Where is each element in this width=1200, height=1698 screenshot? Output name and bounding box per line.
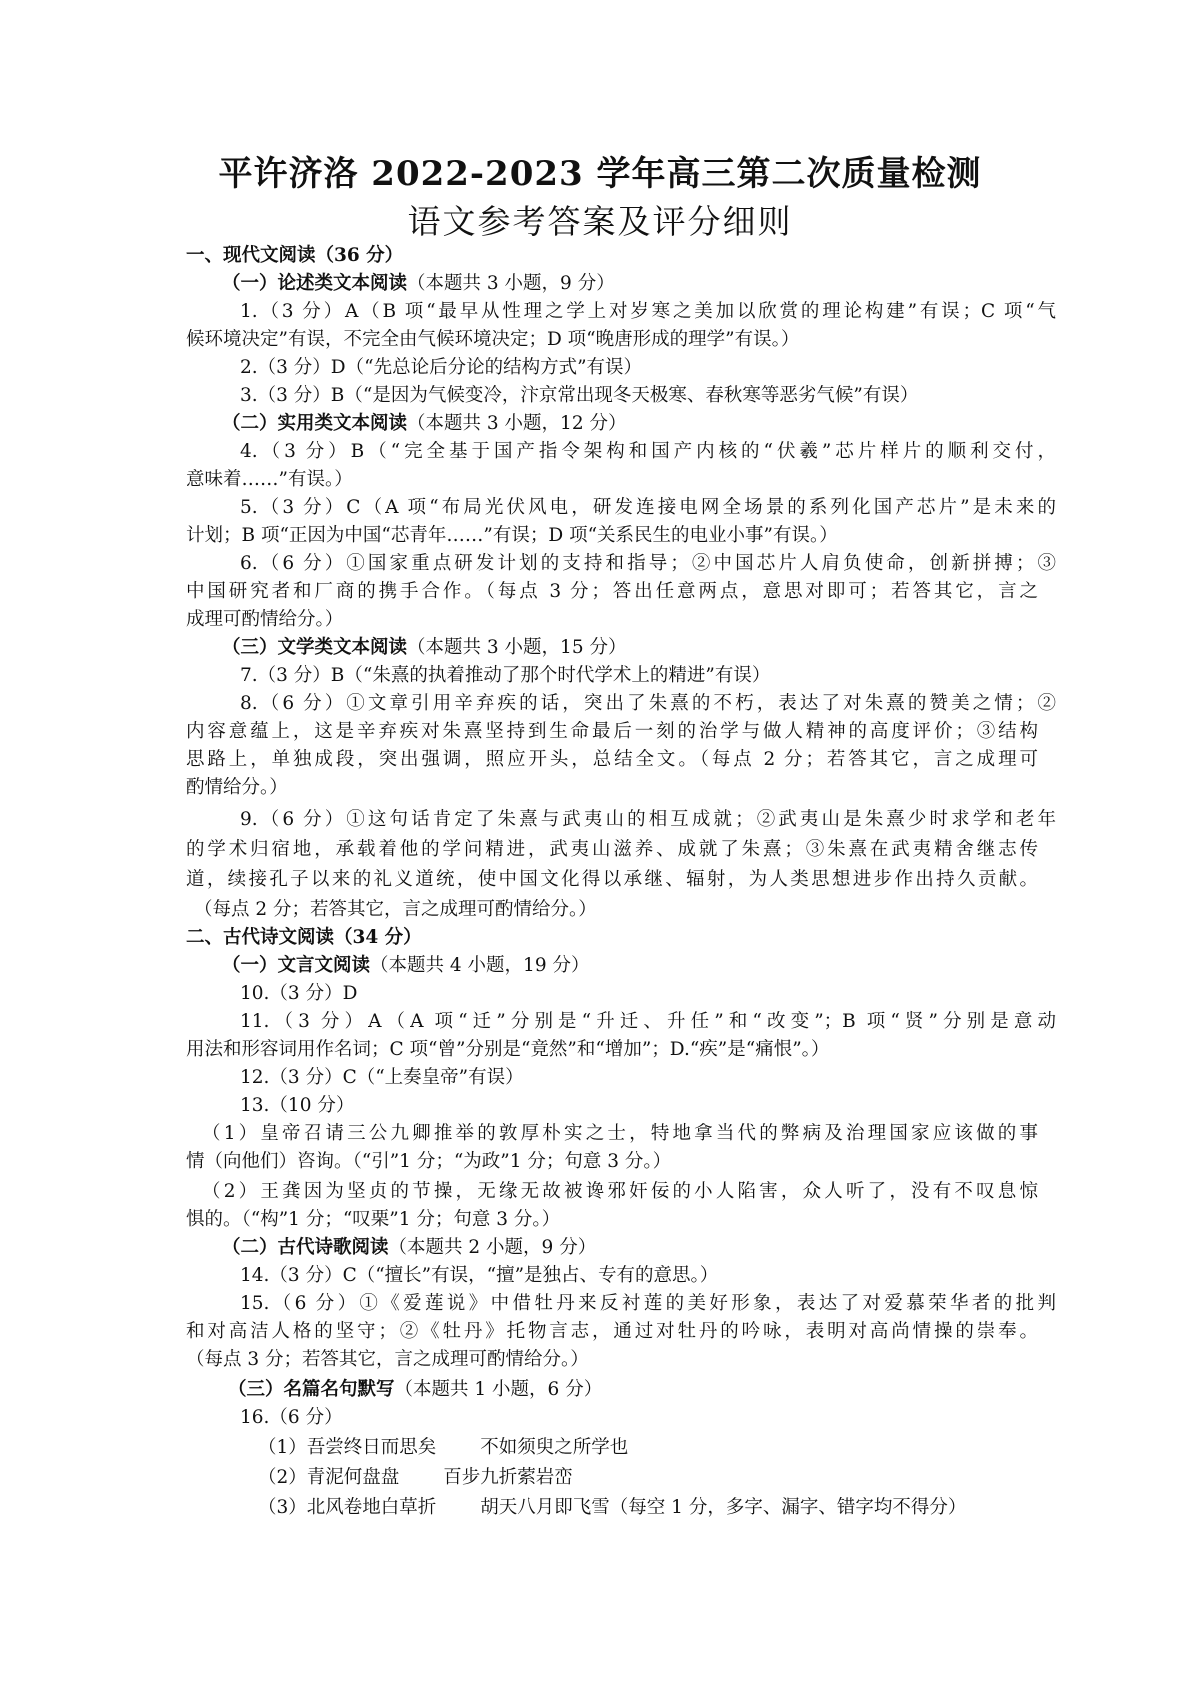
answer-line: 9.（6 分）①这句话肯定了朱熹与武夷山的相互成就；②武夷山是朱熹少时求学和老年 — [240, 809, 1056, 830]
subsection-title: （三）名篇名句默写 — [228, 1379, 395, 1400]
answer-line: 1.（3 分）A（B 项“最早从性理之学上对岁寒之美加以欣赏的理论构建”有误；C 项“气 — [240, 301, 1056, 322]
answer-line: 计划；B 项“正因为中国“芯青年……”有误；D 项“关系民生的电业小事”有误。） — [186, 525, 838, 546]
subsection-note: （本题共 3 小题，12 分） — [407, 413, 627, 434]
answer-line: 2.（3 分）D（“先总论后分论的结构方式”有误） — [240, 357, 643, 378]
answer-line: 用法和形容词用作名词；C 项“曾”分别是“竟然”和“增加”；D.“疾”是“痛恨”。） — [186, 1039, 830, 1060]
answer-line: 12.（3 分）C（“上奏皇帝”有误） — [240, 1067, 524, 1088]
answer-line: 4.（3 分）B（“完全基于国产指令架构和国产内核的“伏羲”芯片样片的顺利交付， — [240, 441, 1056, 462]
answer-line: 和对高洁人格的坚守；②《牡丹》托物言志，通过对牡丹的吟咏，表明对高尚情操的崇奉。 — [186, 1321, 1038, 1342]
answer-line: （1）皇帝召请三公九卿推举的敦厚朴实之士，特地拿当代的弊病及治理国家应该做的事 — [202, 1123, 1038, 1144]
subsection-heading — [222, 1236, 596, 1260]
recitation-line — [258, 1436, 628, 1460]
answer-line: 成理可酌情给分。） — [186, 609, 344, 630]
answer-line: 情（向他们）咨询。（“引”1 分；“为政”1 分；句意 3 分。） — [186, 1151, 672, 1172]
blank-answer: 不如须臾之所学也 — [480, 1437, 629, 1458]
answer-line: 13.（10 分） — [240, 1095, 355, 1116]
subsection-heading — [222, 412, 626, 436]
subsection-title: （一）文言文阅读 — [222, 955, 371, 976]
subsection-note: （本题共 3 小题，9 分） — [407, 273, 615, 294]
subsection-heading — [222, 272, 615, 296]
answer-line: 15.（6 分）①《爱莲说》中借牡丹来反衬莲的美好形象，表达了对爱慕荣华者的批判 — [240, 1293, 1056, 1314]
subsection-note: （本题共 3 小题，15 分） — [407, 637, 627, 658]
subsection-note: （本题共 4 小题，19 分） — [370, 955, 590, 976]
answer-line: 道，续接孔子以来的礼义道统，使中国文化得以承继、辐射，为人类思想进步作出持久贡献。 — [186, 869, 1038, 890]
answer-line: （每点 3 分；若答其它，言之成理可酌情给分。） — [186, 1349, 589, 1370]
blank-answer: （3）北风卷地白草折 — [258, 1497, 437, 1518]
answer-line: 的学术归宿地，承载着他的学问精进，武夷山滋养、成就了朱熹；③朱熹在武夷精舍继志传 — [186, 839, 1038, 860]
answer-line: 思路上，单独成段，突出强调，照应开头，总结全文。（每点 2 分；若答其它，言之成理可 — [186, 749, 1038, 770]
answer-line: 14.（3 分）C（“擅长”有误，“擅”是独占、专有的意思。） — [240, 1265, 719, 1286]
document-subtitle: 语文参考答案及评分细则 — [407, 202, 793, 241]
answer-line: 8.（6 分）①文章引用辛弃疾的话，突出了朱熹的不朽，表达了对朱熹的赞美之情；② — [240, 693, 1056, 714]
subsection-title: （二）古代诗歌阅读 — [222, 1237, 389, 1258]
answer-line: （2）王龚因为坚贞的节操，无缘无故被谗邪奸佞的小人陷害，众人听了，没有不叹息惊 — [202, 1181, 1038, 1202]
section-heading-1: 一、现代文阅读（36 分） — [186, 245, 404, 266]
subsection-heading — [228, 1378, 602, 1402]
answer-line: 酌情给分。） — [186, 777, 288, 798]
blank-answer: （2）青泥何盘盘 — [258, 1467, 400, 1488]
subsection-note: （本题共 1 小题，6 分） — [394, 1379, 603, 1400]
answer-line: 惧的。（“构”1 分；“叹栗”1 分；句意 3 分。） — [186, 1209, 561, 1230]
recitation-line — [258, 1466, 573, 1490]
subsection-note: （本题共 2 小题，9 分） — [388, 1237, 597, 1258]
section-heading-2: 二、古代诗文阅读（34 分） — [186, 927, 422, 948]
subsection-title: （二）实用类文本阅读 — [222, 413, 408, 434]
answer-line: （每点 2 分；若答其它，言之成理可酌情给分。） — [194, 899, 597, 920]
answer-line: 11.（3 分）A（A 项“迁”分别是“升迁、升任”和“改变”；B 项“贤”分别是意动 — [240, 1011, 1056, 1032]
answer-line: 10.（3 分）D — [240, 983, 358, 1004]
answer-line: 中国研究者和厂商的携手合作。（每点 3 分；答出任意两点，意思对即可；若答其它，言之 — [186, 581, 1038, 602]
answer-line: 6.（6 分）①国家重点研发计划的支持和指导；②中国芯片人肩负使命，创新拼搏；③ — [240, 553, 1056, 574]
answer-line: 内容意蕴上，这是辛弃疾对朱熹坚持到生命最后一刻的治学与做人精神的高度评价；③结构 — [186, 721, 1038, 742]
answer-line: 候环境决定”有误，不完全由气候环境决定；D 项“晚唐形成的理学”有误。） — [186, 329, 800, 350]
answer-line: 7.（3 分）B（“朱熹的执着推动了那个时代学术上的精进”有误） — [240, 665, 771, 686]
subsection-heading — [222, 954, 589, 978]
answer-line: 5.（3 分）C（A 项“布局光伏风电，研发连接电网全场景的系列化国产芯片”是未来的 — [240, 497, 1056, 518]
subsection-title: （三）文学类文本阅读 — [222, 637, 408, 658]
blank-answer: 胡天八月即飞雪（每空 1 分，多字、漏字、错字均不得分） — [480, 1497, 967, 1518]
answer-line: 意味着……”有误。） — [186, 469, 353, 490]
recitation-line — [258, 1496, 966, 1520]
blank-answer: 百步九折萦岩峦 — [443, 1467, 573, 1488]
answer-line: 3.（3 分）B（“是因为气候变冷，汴京常出现冬天极寒、春秋寒等恶劣气候”有误） — [240, 385, 919, 406]
answer-line: 16.（6 分） — [240, 1407, 343, 1428]
document-title: 平许济洛 2022-2023 学年高三第二次质量检测 — [218, 154, 982, 194]
subsection-heading — [222, 636, 626, 660]
blank-answer: （1）吾尝终日而思矣 — [258, 1437, 437, 1458]
subsection-title: （一）论述类文本阅读 — [222, 273, 408, 294]
